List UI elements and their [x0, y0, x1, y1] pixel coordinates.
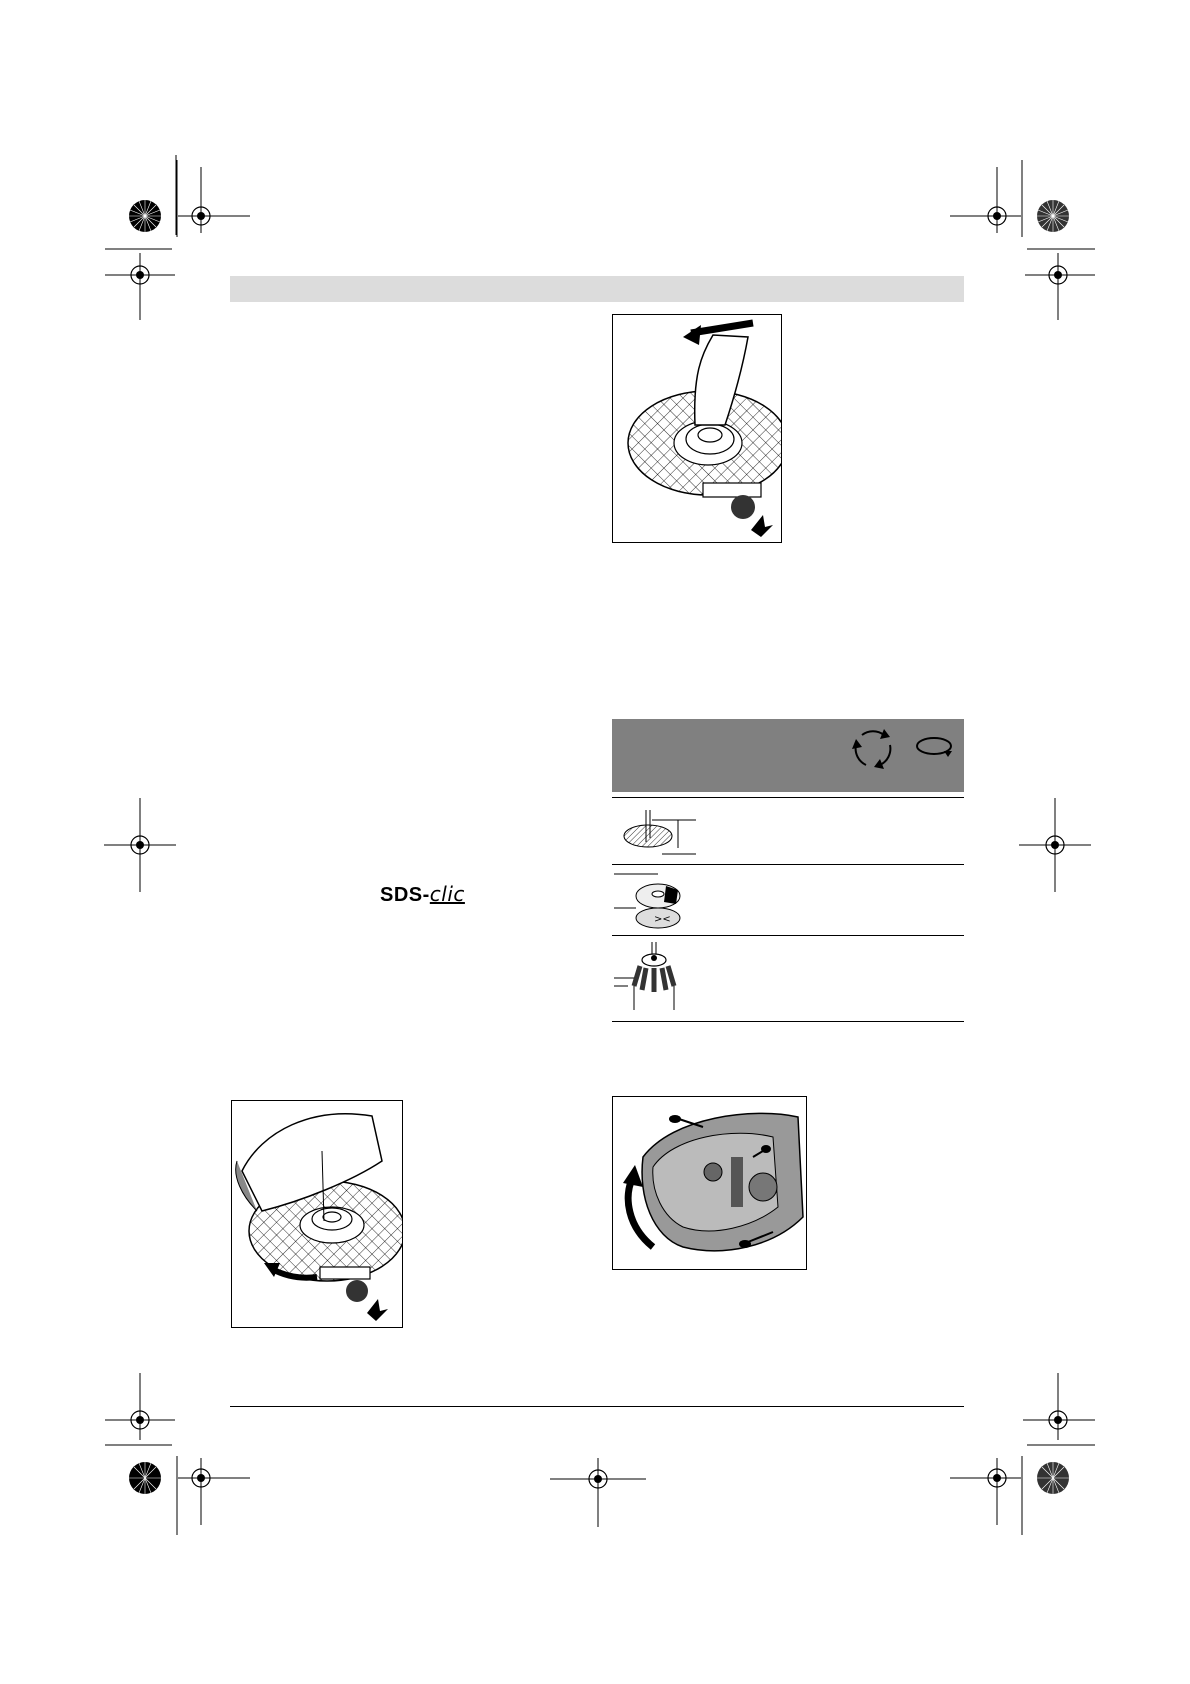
registration-mark-bottom-left — [100, 1370, 260, 1540]
table-rule-row2 — [612, 935, 964, 936]
rotation-circle-icon — [914, 735, 954, 757]
table-rule-bottom — [612, 1021, 964, 1022]
page-header-bar — [230, 276, 964, 302]
figure-disc-unscrew — [612, 314, 782, 543]
disc-hand-tighten-illustration — [232, 1101, 402, 1327]
registration-mark-bottom-right — [945, 1370, 1105, 1540]
figure-disc-hand-tighten — [231, 1100, 403, 1328]
registration-mark-bottom-center — [548, 1455, 648, 1535]
cup-brush-icon — [614, 942, 694, 1012]
table-rule-top — [612, 797, 964, 798]
sds-clic-logo — [380, 882, 465, 907]
registration-mark-middle-right — [1015, 795, 1105, 895]
registration-mark-top-right — [945, 155, 1105, 325]
svg-text:><: >< — [654, 914, 671, 925]
figure-gear-head-rotate — [612, 1096, 807, 1270]
sds-clic-logo-suffix: clic — [429, 882, 465, 906]
grinding-disc-icon — [618, 808, 698, 858]
recycle-arrows-icon — [848, 723, 898, 773]
registration-mark-middle-left — [100, 795, 190, 895]
table-header — [612, 719, 964, 792]
page-footer-rule — [230, 1406, 964, 1407]
table-rule-row1 — [612, 864, 964, 865]
sds-clic-logo-prefix: SDS- — [380, 884, 430, 906]
gear-head-rotate-illustration — [613, 1097, 806, 1269]
disc-unscrew-illustration — [613, 315, 781, 542]
flap-disc-icon — [614, 868, 694, 932]
